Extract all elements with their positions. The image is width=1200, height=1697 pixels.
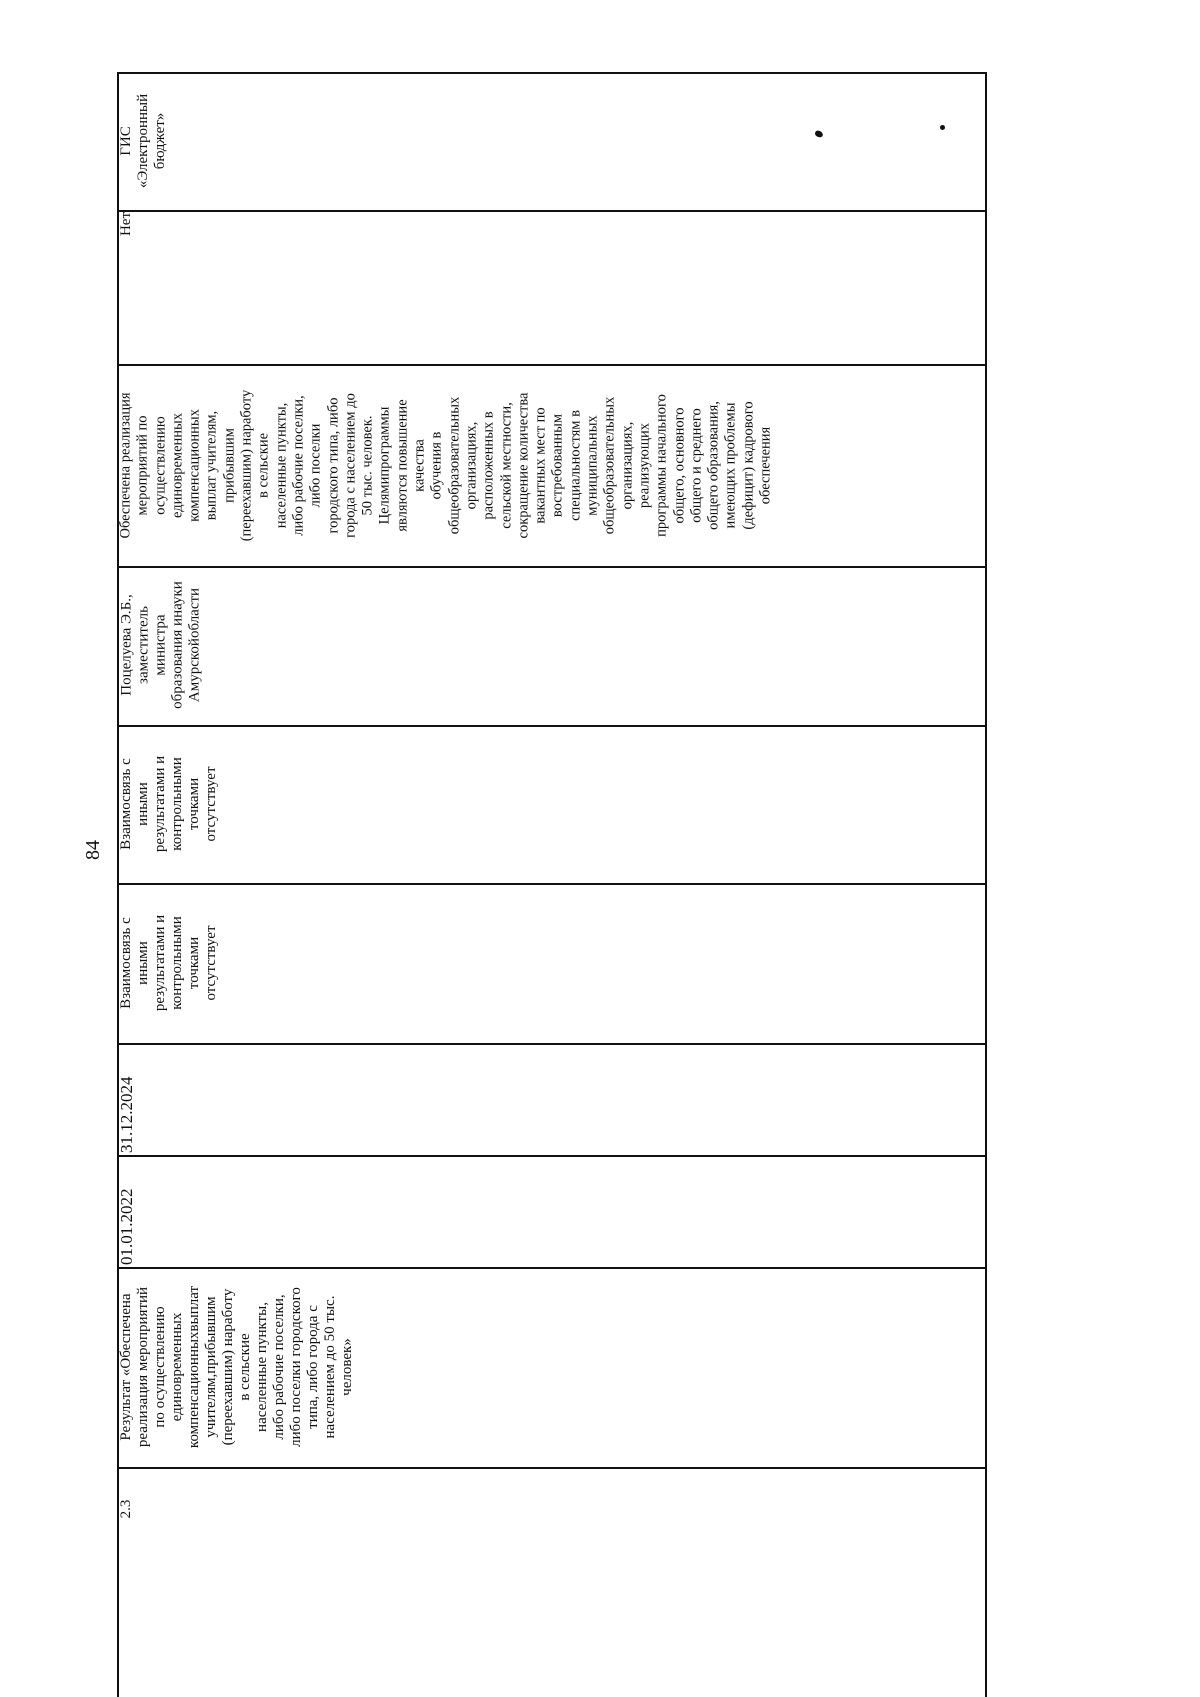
result-text: Результат «Обеспечена реализация мероприятий по осуществлению единовременных компенсационныхвыплат учителям,прибывшим (переехавшим) наработу в сельские населенные пункты, либо рабочие поселки, либо поселки городского типа, либо города с населением до 50 тыс. человек»: [118, 1285, 355, 1449]
column-divider: [118, 210, 986, 212]
responsible-text: Поцелуева Э.Б., заместитель министра образования инауки Амурскойобласти: [118, 581, 203, 709]
column-divider: [118, 1043, 986, 1045]
row-number-cell: [118, 1469, 148, 1549]
column-divider: [118, 725, 986, 727]
column-divider: [118, 566, 986, 568]
relation-cell-1: [118, 885, 238, 1041]
result-cell: [118, 1269, 368, 1465]
table-top-border: [118, 72, 986, 74]
end-date-cell: [118, 1045, 148, 1153]
system-text: ГИС «Электронный бюджет»: [118, 93, 168, 189]
start-date: 01.01.2022: [117, 1188, 136, 1265]
flag-cell: [118, 212, 148, 362]
relation-cell-2: [118, 727, 238, 881]
flag-text: Нет: [118, 212, 134, 237]
relation-text-1: Взаимосвязь с иными результатами и контрольными точками отсутствует: [118, 914, 219, 1012]
end-date: 31.12.2024: [117, 1076, 136, 1153]
scan-mark: [814, 130, 824, 138]
description-cell: [118, 366, 873, 564]
scan-speck: [940, 125, 945, 130]
page-number: 84: [82, 840, 104, 860]
row-number: 2.3: [118, 1499, 134, 1519]
responsible-cell: [118, 568, 218, 723]
start-date-cell: [118, 1157, 148, 1265]
table-right-border: [985, 72, 987, 1697]
relation-text-2: Взаимосвязь с иными результатами и контрольными точками отсутствует: [118, 755, 219, 853]
column-divider: [118, 883, 986, 885]
description-text: Обеспечена реализация мероприятий по осуществлению единовременных компенсационных выплат учителям, прибывшим (переехавшим) наработу в сельские населенные пункты, либо рабочие поселки, либо поселки городского типа, либо города с населением до 50 тыс. человек. Целямипрограммы являются повышение качества обучения в общеобразовательных организациях, расположенных в сельской местности, сокращение количества вакантных мест по востребованным специальностям в муниципальных общеобразовательных организациях, реализующих программы начального общего, основного общего и среднего общего образования, имеющих проблемы (дефицит) кадрового обеспечения: [117, 389, 774, 542]
system-cell: [118, 74, 188, 208]
column-divider: [118, 1467, 986, 1469]
column-divider: [118, 1155, 986, 1157]
